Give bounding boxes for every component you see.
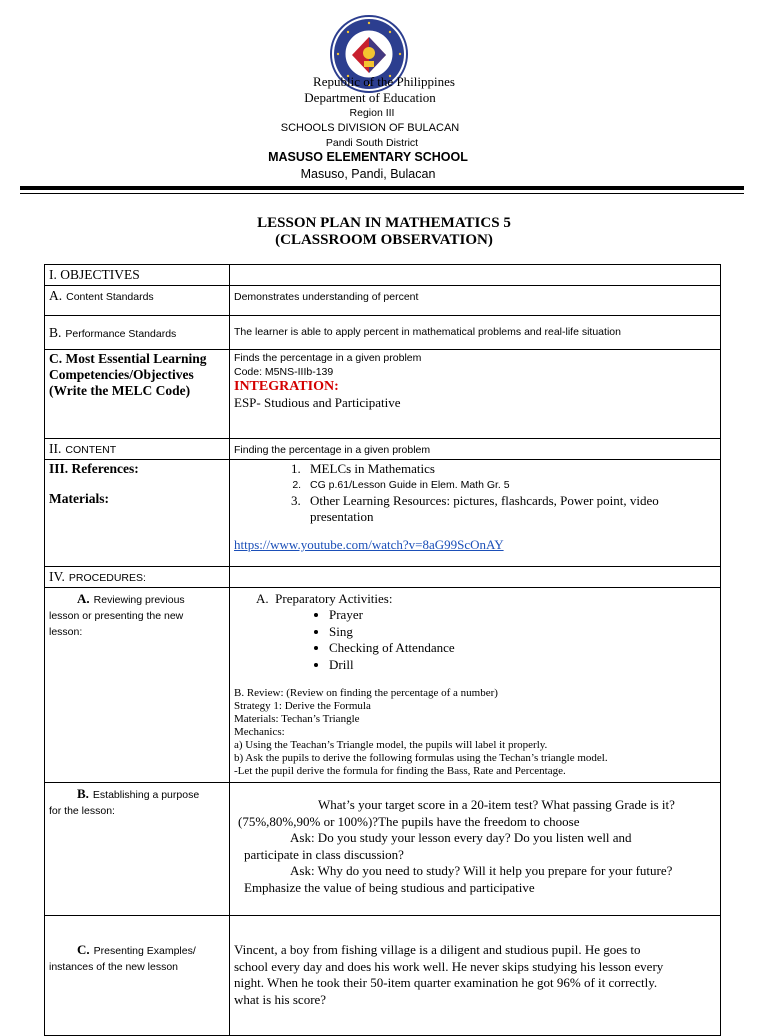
example-line: school every day and does his work well. He never skips studying his lesson every [234, 958, 664, 974]
row-objectives [45, 265, 721, 286]
review-line: Mechanics: [234, 726, 285, 738]
review-line: b) Ask the pupils to derive the following formulas using the Techan’s triangle model. [234, 752, 608, 764]
content-standards-label: Content Standards [66, 291, 154, 303]
content-value: Finding the percentage in a given problem [234, 444, 431, 456]
prep-letter: A. [256, 591, 269, 606]
prep-heading: Preparatory Activities: [275, 591, 393, 606]
content-standards-value-cell [230, 286, 721, 316]
prep-item: • Sing [329, 624, 716, 641]
review-line: Materials: Techan’s Triangle [234, 713, 360, 725]
row-procedures [45, 567, 721, 588]
integration-value: ESP- Studious and Participative [234, 395, 401, 410]
content-standards-label-cell [45, 286, 230, 316]
references-value-cell [230, 460, 721, 567]
procedure-a-label-cell [45, 588, 230, 783]
row-procedure-a [45, 588, 721, 783]
header-district: Pandi South District [325, 137, 419, 149]
review-line: B. Review: (Review on finding the percentage of a number) [234, 687, 498, 699]
materials-label: Materials: [49, 491, 109, 506]
prep-heading-line [234, 591, 716, 607]
example-line: Vincent, a boy from fishing village is a diligent and studious pupil. He goes to [234, 942, 641, 957]
procedure-c-label-cell [45, 916, 230, 1036]
content-label-cell [45, 439, 230, 460]
procedure-a-letter: A. [77, 591, 90, 606]
procedure-c-label-2: instances of the new lesson [49, 961, 178, 973]
procedure-b-label-1: Establishing a purpose [92, 789, 200, 801]
row-performance-standards [45, 316, 721, 350]
row-content [45, 439, 721, 460]
purpose-line: Ask: Why do you need to study? Will it help you prepare for your future? [290, 863, 673, 878]
performance-standards-value-cell [230, 316, 721, 350]
purpose-line: Emphasize the value of being studious and participative [244, 879, 535, 895]
performance-standards-label-cell [45, 316, 230, 350]
purpose-line: (75%,80%,90% or 100%)?The pupils have the freedom to choose [238, 813, 580, 829]
procedure-a-label-1: Reviewing previous [93, 594, 185, 606]
procedures-label: PROCEDURES: [68, 572, 146, 584]
purpose-line: Ask: Do you study your lesson every day? Do you listen well and [290, 830, 632, 845]
references-label: III. References: [49, 461, 139, 476]
procedure-c-label-1: Presenting Examples/ [93, 945, 196, 957]
row-procedure-b [45, 783, 721, 916]
content-label-num: II. [49, 441, 62, 456]
purpose-line: What’s your target score in a 20-item test? What passing Grade is it? [318, 797, 675, 812]
header-address: Masuso, Pandi, Bulacan [300, 167, 436, 181]
melc-value: Finds the percentage in a given problem [234, 352, 422, 364]
prep-item: • Prayer [329, 607, 716, 624]
example-line: night. When he took their 50-item quarter examination he got 96% of it correctly. [234, 975, 658, 990]
procedure-b-letter: B. [77, 786, 89, 801]
reference-item: 3. Other Learning Resources: pictures, flashcards, Power point, video presentation [304, 493, 716, 525]
objectives-heading-cell [45, 265, 230, 286]
review-line: -Let the pupil derive the formula for finding the Bass, Rate and Percentage. [234, 765, 566, 777]
lesson-plan-table [44, 264, 721, 1036]
header-rule-thick [20, 186, 744, 190]
procedure-b-label-2: for the lesson: [49, 805, 115, 817]
header-division: SCHOOLS DIVISION OF BULACAN [280, 122, 460, 134]
reference-item: 2. CG p.61/Lesson Guide in Elem. Math Gr. 5 [304, 477, 716, 493]
prep-activities-list [234, 607, 716, 673]
row-content-standards [45, 286, 721, 316]
melc-label-1: C. Most Essential Learning [49, 351, 207, 366]
header-rule-thin [20, 193, 744, 194]
review-line: Strategy 1: Derive the Formula [234, 700, 371, 712]
reference-item: 1. MELCs in Mathematics [304, 461, 716, 477]
prep-item: • Drill [329, 657, 716, 674]
row-procedure-c [45, 916, 721, 1036]
header-school: MASUSO ELEMENTARY SCHOOL [268, 150, 468, 164]
youtube-link[interactable]: https://www.youtube.com/watch?v=8aG99ScOnAY [234, 537, 504, 552]
content-standards-value: Demonstrates understanding of percent [234, 291, 419, 303]
melc-label-2: Competencies/Objectives [49, 367, 194, 382]
purpose-line: participate in class discussion? [244, 846, 404, 862]
procedures-label-cell [45, 567, 230, 588]
procedures-label-num: IV. [49, 569, 65, 584]
performance-standards-label: Performance Standards [65, 328, 177, 340]
example-line: what is his score? [234, 991, 327, 1007]
melc-label-cell [45, 350, 230, 439]
header-region: Region III [349, 107, 395, 119]
lesson-plan-subtitle: (CLASSROOM OBSERVATION) [275, 232, 493, 248]
content-standards-letter: A. [49, 288, 63, 303]
procedure-a-label-2: lesson or presenting the new [49, 610, 184, 622]
procedure-c-value-cell [230, 916, 721, 1036]
melc-value-cell [230, 350, 721, 439]
melc-code: Code: M5NS-IIIb-139 [234, 366, 334, 378]
references-label-cell [45, 460, 230, 567]
procedures-empty-cell [230, 567, 721, 588]
performance-standards-value: The learner is able to apply percent in mathematical problems and real-life situation [234, 326, 621, 338]
content-value-cell [230, 439, 721, 460]
objectives-empty-cell [230, 265, 721, 286]
objectives-heading: I. OBJECTIVES [49, 267, 140, 282]
performance-standards-letter: B. [49, 325, 62, 340]
content-label: CONTENT [65, 444, 117, 456]
references-list [234, 461, 716, 525]
procedure-b-label-cell [45, 783, 230, 916]
row-melc [45, 350, 721, 439]
melc-label-3: (Write the MELC Code) [49, 383, 191, 398]
review-line: a) Using the Teachan’s Triangle model, the pupils will label it properly. [234, 739, 548, 751]
integration-label: INTEGRATION: [234, 379, 339, 394]
header-department: Department of Education [304, 90, 436, 105]
procedure-a-label-3: lesson: [49, 626, 83, 638]
procedure-c-letter: C. [77, 942, 90, 957]
lesson-plan-title: LESSON PLAN IN MATHEMATICS 5 [257, 215, 511, 231]
row-references [45, 460, 721, 567]
header-republic: Republic of the Philippines [313, 74, 455, 89]
prep-item: • Checking of Attendance [329, 640, 716, 657]
procedure-b-value-cell [230, 783, 721, 916]
procedure-a-value-cell [230, 588, 721, 783]
